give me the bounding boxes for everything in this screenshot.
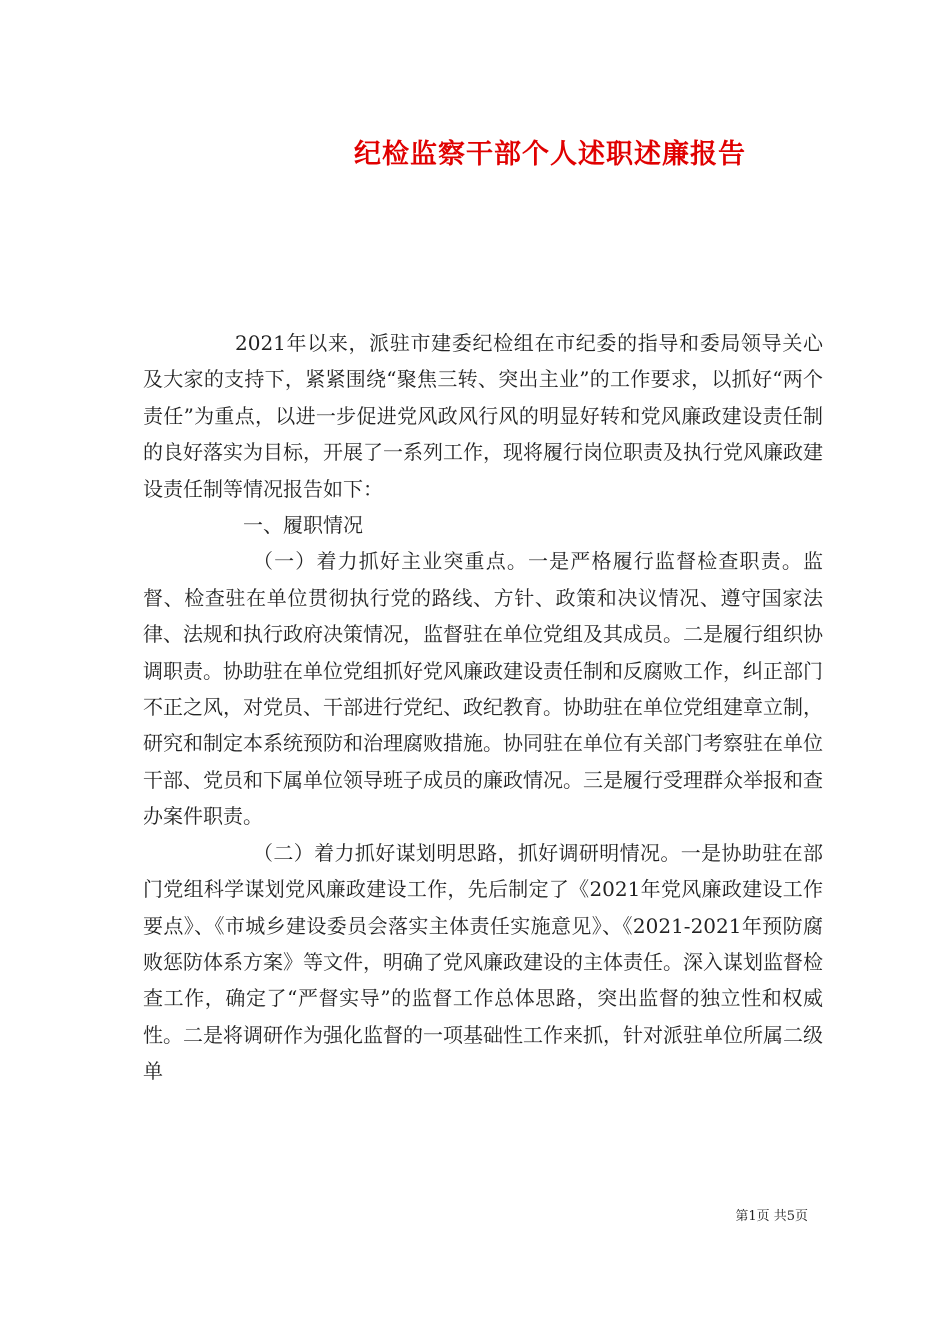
section-1-paragraph: （一）着力抓好主业突重点。一是严格履行监督检查职责。监督、检查驻在单位贯彻执行党的路线、方针、政策和决议情况、遵守国家法律、法规和执行政府决策情况，监督驻在单位党组及其成员。二是履行组织协调职责。协助驻在单位党组抓好党风廉政建设责任制和反腐败工作，纠正部门不正之风，对党员、干部进行党纪、政纪教育。协助驻在单位党组建章立制，研究和制定本系统预防和治理腐败措施。协同驻在单位有关部门考察驻在单位干部、党员和下属单位领导班子成员的廉政情况。三是履行受理群众举报和查办案件职责。 <box>143 549 823 829</box>
intro-paragraph: 2021年以来，派驻市建委纪检组在市纪委的指导和委局领导关心及大家的支持下，紧紧围绕“聚焦三转、突出主业”的工作要求，以抓好“两个责任”为重点，以进一步促进党风政风行风的明显好转和党风廉政建设责任制的良好落实为目标，开展了一系列工作，现将履行岗位职责及执行党风廉政建设责任制等情况报告如下： <box>143 331 823 501</box>
section-heading: 一、履职情况 <box>243 513 363 538</box>
document-body <box>143 325 823 1090</box>
document-title: 纪检监察干部个人述职述廉报告 <box>354 139 746 170</box>
section-2-paragraph: （二）着力抓好谋划明思路，抓好调研明情况。一是协助驻在部门党组科学谋划党风廉政建设工作，先后制定了《2021年党风廉政建设工作要点》、《市城乡建设委员会落实主体责任实施意见》、《2021-2021年预防腐败惩防体系方案》等文件，明确了党风廉政建设的主体责任。深入谋划监督检查工作，确定了“严督实导”的监督工作总体思路，突出监督的独立性和权威性。二是将调研作为强化监督的一项基础性工作来抓，针对派驻单位所属二级单 <box>143 840 823 1084</box>
page-number: 第1页 共5页 <box>735 1209 808 1224</box>
